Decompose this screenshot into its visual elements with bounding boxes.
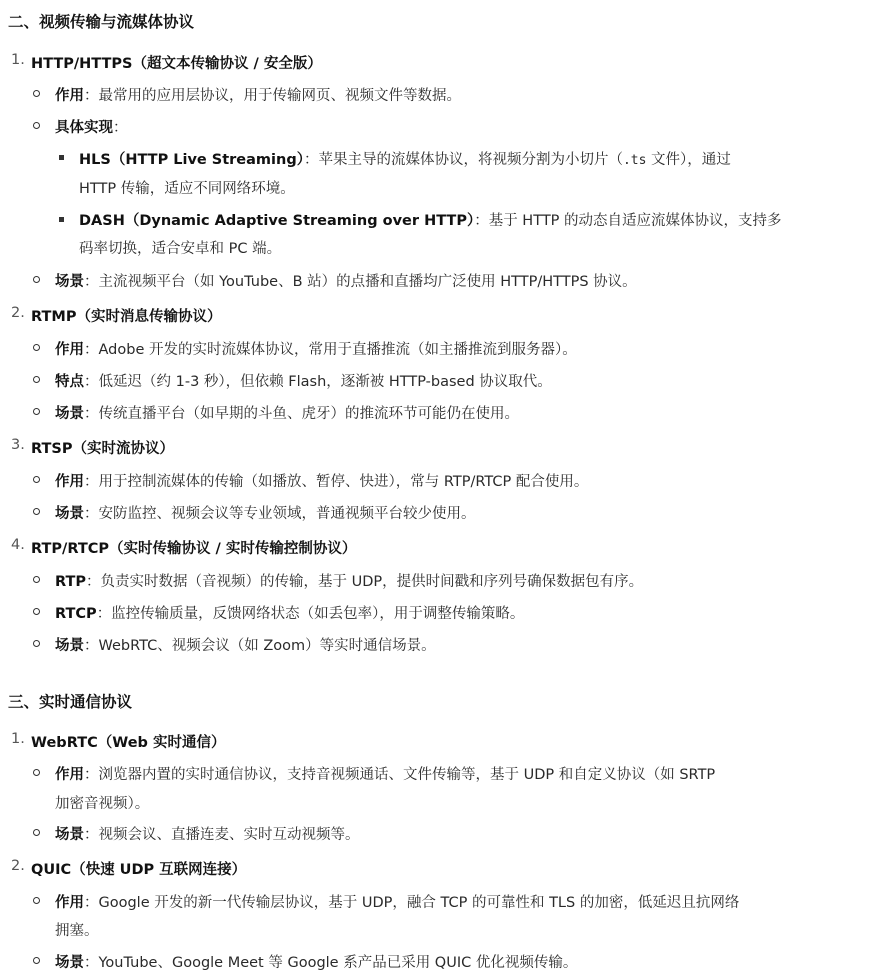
list-subitem: 具体实现： <box>55 120 128 136</box>
list-subitem-continued: 码率切换，适合安卓和 PC 端。 <box>79 241 282 257</box>
list-subitem-continued: HTTP 传输，适应不同网络环境。 <box>79 181 295 197</box>
list-subitem: 特点：低延迟（约 1-3 秒），但依赖 Flash，逐渐被 HTTP-based 协议取代。 <box>55 374 552 390</box>
bullet-icon <box>33 829 40 836</box>
bullet-icon <box>33 957 40 964</box>
bullet-icon <box>33 608 40 615</box>
bullet-icon <box>33 122 40 129</box>
list-number: 2. <box>11 858 25 874</box>
list-subitem: HLS（HTTP Live Streaming）：苹果主导的流媒体协议，将视频分割为小切片（.ts 文件），通过 <box>79 152 731 168</box>
section-heading: 三、实时通信协议 <box>8 693 133 711</box>
bullet-icon <box>33 508 40 515</box>
list-title: QUIC（快速 UDP 互联网连接） <box>31 862 247 878</box>
list-number: 2. <box>11 305 25 321</box>
bullet-icon <box>33 376 40 383</box>
list-subitem: 场景：主流视频平台（如 YouTube、B 站）的点播和直播均广泛使用 HTTP/HTTPS 协议。 <box>55 274 637 290</box>
list-title: RTSP（实时流协议） <box>31 441 174 457</box>
bullet-icon <box>59 217 64 222</box>
bullet-icon <box>33 640 40 647</box>
list-number: 3. <box>11 437 25 453</box>
list-number: 4. <box>11 537 25 553</box>
bullet-icon <box>33 576 40 583</box>
bullet-icon <box>33 408 40 415</box>
bullet-icon <box>33 276 40 283</box>
bullet-icon <box>33 344 40 351</box>
list-subitem: 场景：安防监控、视频会议等专业领域，普通视频平台较少使用。 <box>55 506 476 522</box>
list-subitem: 场景：传统直播平台（如早期的斗鱼、虎牙）的推流环节可能仍在使用。 <box>55 406 519 422</box>
list-subitem: RTCP：监控传输质量，反馈网络状态（如丢包率），用于调整传输策略。 <box>55 606 525 622</box>
list-subitem: 作用：Adobe 开发的实时流媒体协议，常用于直播推流（如主播推流到服务器）。 <box>55 342 577 358</box>
list-subitem: 作用：浏览器内置的实时通信协议，支持音视频通话、文件传输等，基于 UDP 和自定义协议（如 SRTP <box>55 767 716 783</box>
bullet-icon <box>33 769 40 776</box>
list-title: HTTP/HTTPS（超文本传输协议 / 安全版） <box>31 56 322 72</box>
list-subitem: 场景：YouTube、Google Meet 等 Google 系产品已采用 QUIC 优化视频传输。 <box>55 955 578 971</box>
list-subitem-continued: 加密音视频）。 <box>55 796 150 812</box>
list-number: 1. <box>11 52 25 68</box>
list-subitem: 场景：视频会议、直播连麦、实时互动视频等。 <box>55 827 360 843</box>
list-subitem-continued: 拥塞。 <box>55 923 99 939</box>
list-subitem: 场景：WebRTC、视频会议（如 Zoom）等实时通信场景。 <box>55 638 436 654</box>
bullet-icon <box>59 155 64 160</box>
list-title: RTMP（实时消息传输协议） <box>31 309 222 325</box>
list-subitem: 作用：Google 开发的新一代传输层协议，基于 UDP，融合 TCP 的可靠性和 TLS 的加密，低延迟且抗网络 <box>55 895 740 911</box>
section-heading: 二、视频传输与流媒体协议 <box>8 13 195 31</box>
list-title: RTP/RTCP（实时传输协议 / 实时传输控制协议） <box>31 541 357 557</box>
list-subitem: 作用：最常用的应用层协议，用于传输网页、视频文件等数据。 <box>55 88 461 104</box>
bullet-icon <box>33 90 40 97</box>
list-number: 1. <box>11 731 25 747</box>
list-subitem: RTP：负责实时数据（音视频）的传输，基于 UDP，提供时间戳和序列号确保数据包有序。 <box>55 574 644 590</box>
list-subitem: DASH（Dynamic Adaptive Streaming over HTTP）：基于 HTTP 的动态自适应流媒体协议，支持多 <box>79 213 782 229</box>
bullet-icon <box>33 476 40 483</box>
bullet-icon <box>33 897 40 904</box>
list-title: WebRTC（Web 实时通信） <box>31 735 226 751</box>
list-subitem: 作用：用于控制流媒体的传输（如播放、暂停、快进），常与 RTP/RTCP 配合使用。 <box>55 474 589 490</box>
